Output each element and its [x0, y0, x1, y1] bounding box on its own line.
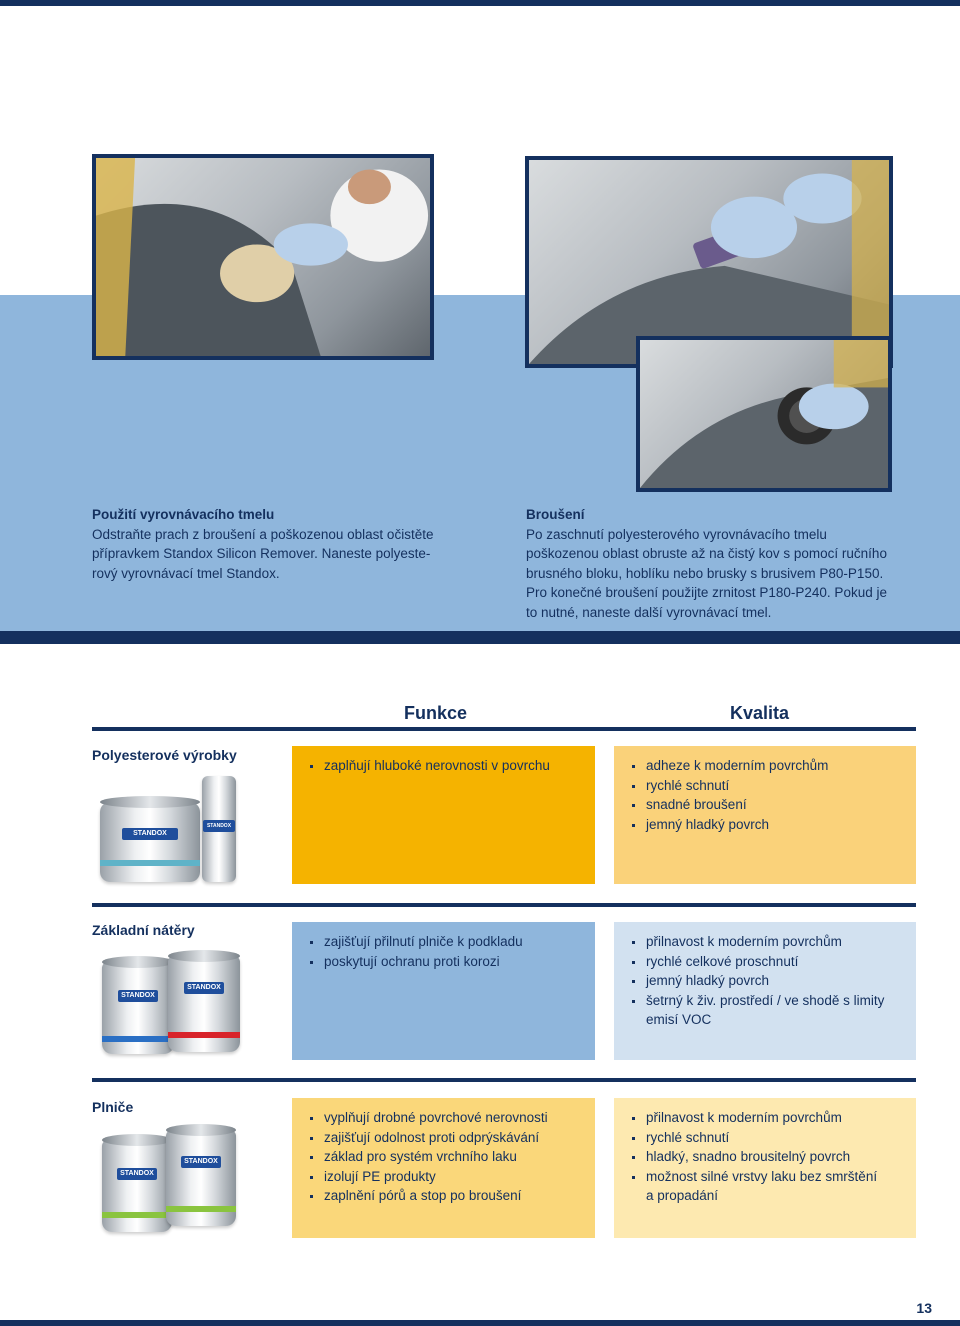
- quality-item: přilnavost k moderním povrchům: [632, 932, 904, 952]
- quality-item: možnost silné vrstvy laku bez smrštění: [632, 1167, 904, 1187]
- page-number: 13: [916, 1300, 932, 1316]
- caption-filler-line: přípravkem Standox Silicon Remover. Naneste polyeste-: [92, 546, 431, 561]
- photo-machine-sanding: [636, 336, 892, 492]
- quality-box-primers: [614, 922, 916, 1060]
- row-label-primers: Základní nátěry: [92, 922, 195, 938]
- quality-item: šetrný k živ. prostředí / ve shodě s limity: [632, 991, 904, 1011]
- band-rule: [0, 631, 960, 644]
- row-label-polyester: Polyesterové výrobky: [92, 747, 237, 763]
- bottom-bar: [0, 1320, 960, 1326]
- quality-item-continuation-text: emisí VOC: [646, 1012, 712, 1027]
- function-item: zaplnění pórů a stop po broušení: [310, 1186, 583, 1206]
- product-brand-label: STANDOX: [118, 990, 158, 1002]
- photo-filler-application: [92, 154, 434, 360]
- function-item: poskytují ochranu proti korozi: [310, 952, 583, 972]
- function-item: zaplňují hluboké nerovnosti v povrchu: [310, 756, 583, 776]
- caption-sanding-line: brusného bloku, hoblíku nebo brusky s brusivem P80-P150.: [526, 565, 884, 581]
- caption-filler-line: rový vyrovnávací tmel Standox.: [92, 565, 280, 581]
- caption-sanding-line: to nutné, naneste další vyrovnávací tmel.: [526, 604, 772, 620]
- product-tin: [100, 802, 200, 882]
- quality-item: snadné broušení: [632, 795, 904, 815]
- product-can: [102, 962, 174, 1054]
- caption-sanding-line: poškozenou oblast obruste až na čistý kov s pomocí ručního: [526, 546, 887, 561]
- product-polyester-image: [96, 770, 256, 886]
- quality-item: adheze k moderním povrchům: [632, 756, 904, 776]
- function-item: vyplňují drobné povrchové nerovnosti: [310, 1108, 583, 1128]
- quality-item-continuation-text: a propadání: [646, 1188, 719, 1203]
- quality-item: rychlé schnutí: [632, 1128, 904, 1148]
- caption-sanding-line: Pro konečné broušení použijte zrnitost P180-P240. Pokud je: [526, 585, 887, 600]
- column-quality-heading: Kvalita: [730, 703, 790, 723]
- product-fillers-image: [96, 1124, 256, 1234]
- row-label-fillers: Plniče: [92, 1099, 134, 1115]
- caption-filler: [92, 505, 452, 583]
- product-primers-image: [96, 950, 256, 1056]
- function-item: zajišťují přilnutí plniče k podkladu: [310, 932, 583, 952]
- quality-box-fillers: [614, 1098, 916, 1238]
- function-box-fillers: [292, 1098, 595, 1238]
- quality-item: hladký, snadno brousitelný povrch: [632, 1147, 904, 1167]
- quality-item: jemný hladký povrch: [632, 971, 904, 991]
- quality-item: rychlé schnutí: [632, 776, 904, 796]
- quality-box-polyester: [614, 746, 916, 884]
- row-rule: [92, 727, 916, 731]
- quality-item: rychlé celkové proschnutí: [632, 952, 904, 972]
- caption-sanding-line: Po zaschnutí polyesterového vyrovnávacího tmelu: [526, 526, 827, 542]
- product-brand-label: STANDOX: [203, 820, 234, 832]
- top-bar: [0, 0, 960, 6]
- caption-sanding: [526, 505, 906, 622]
- product-can: [168, 956, 240, 1052]
- caption-filler-title: Použití vyrovnávacího tmelu: [92, 507, 275, 522]
- product-tube: [202, 776, 236, 882]
- quality-item-continuation: [632, 1010, 904, 1030]
- quality-item-continuation: [632, 1186, 904, 1206]
- caption-sanding-title: Broušení: [526, 507, 585, 522]
- function-box-primers: [292, 922, 595, 1060]
- quality-item: přilnavost k moderním povrchům: [632, 1108, 904, 1128]
- quality-item: jemný hladký povrch: [632, 815, 904, 835]
- row-rule: [92, 903, 916, 907]
- product-brand-label: STANDOX: [122, 828, 178, 840]
- function-item: základ pro systém vrchního laku: [310, 1147, 583, 1167]
- product-can: [166, 1130, 236, 1226]
- product-brand-label: STANDOX: [184, 982, 224, 994]
- row-rule: [92, 1078, 916, 1082]
- function-item: izolují PE produkty: [310, 1167, 583, 1187]
- column-function-heading: Funkce: [404, 703, 468, 723]
- caption-filler-line: Odstraňte prach z broušení a poškozenou oblast očistěte: [92, 526, 434, 542]
- function-item: zajišťují odolnost proti odprýskávání: [310, 1128, 583, 1148]
- product-can: [102, 1140, 172, 1232]
- product-brand-label: STANDOX: [181, 1156, 220, 1168]
- product-brand-label: STANDOX: [117, 1168, 156, 1180]
- function-box-polyester: [292, 746, 595, 884]
